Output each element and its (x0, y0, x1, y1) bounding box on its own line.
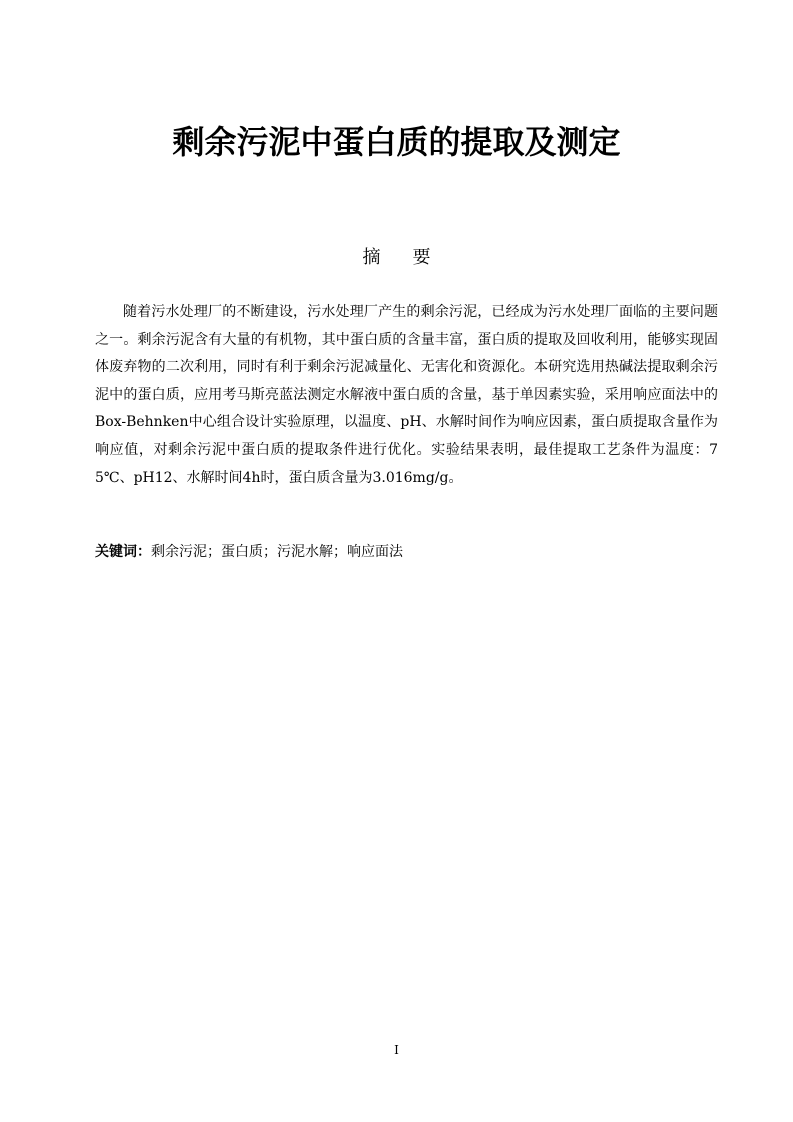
page-number: I (394, 1043, 399, 1057)
abstract-heading-char-2: 要 (412, 247, 431, 268)
keywords-line (95, 538, 718, 566)
keywords-text: 剩余污泥；蛋白质；污泥水解；响应面法 (151, 544, 403, 560)
keywords-label: 关键词： (95, 544, 151, 560)
paper-title: 剩余污泥中蛋白质的提取及测定 (172, 123, 621, 161)
abstract-heading-char-1: 摘 (362, 247, 381, 268)
abstract-heading (0, 245, 793, 271)
abstract-body: 随着污水处理厂的不断建设，污水处理厂产生的剩余污泥，已经成为污水处理厂面临的主要问题之一。剩余污泥含有大量的有机物，其中蛋白质的含量丰富，蛋白质的提取及回收利用，能够实现固体废弃物的二次利用，同时有利于剩余污泥减量化、无害化和资源化。本研究选用热碱法提取剩余污泥中的蛋白质，应用考马斯亮蓝法测定水解液中蛋白质的含量，基于单因素实验，采用响应面法中的Box-Behnken中心组合设计实验原理，以温度、pH、水解时间作为响应因素，蛋白质提取含量作为响应值，对剩余污泥中蛋白质的提取条件进行优化。实验结果表明，最佳提取工艺条件为温度：75℃、pH12、水解时间4h时，蛋白质含量为3.016mg/g。 (95, 304, 718, 486)
